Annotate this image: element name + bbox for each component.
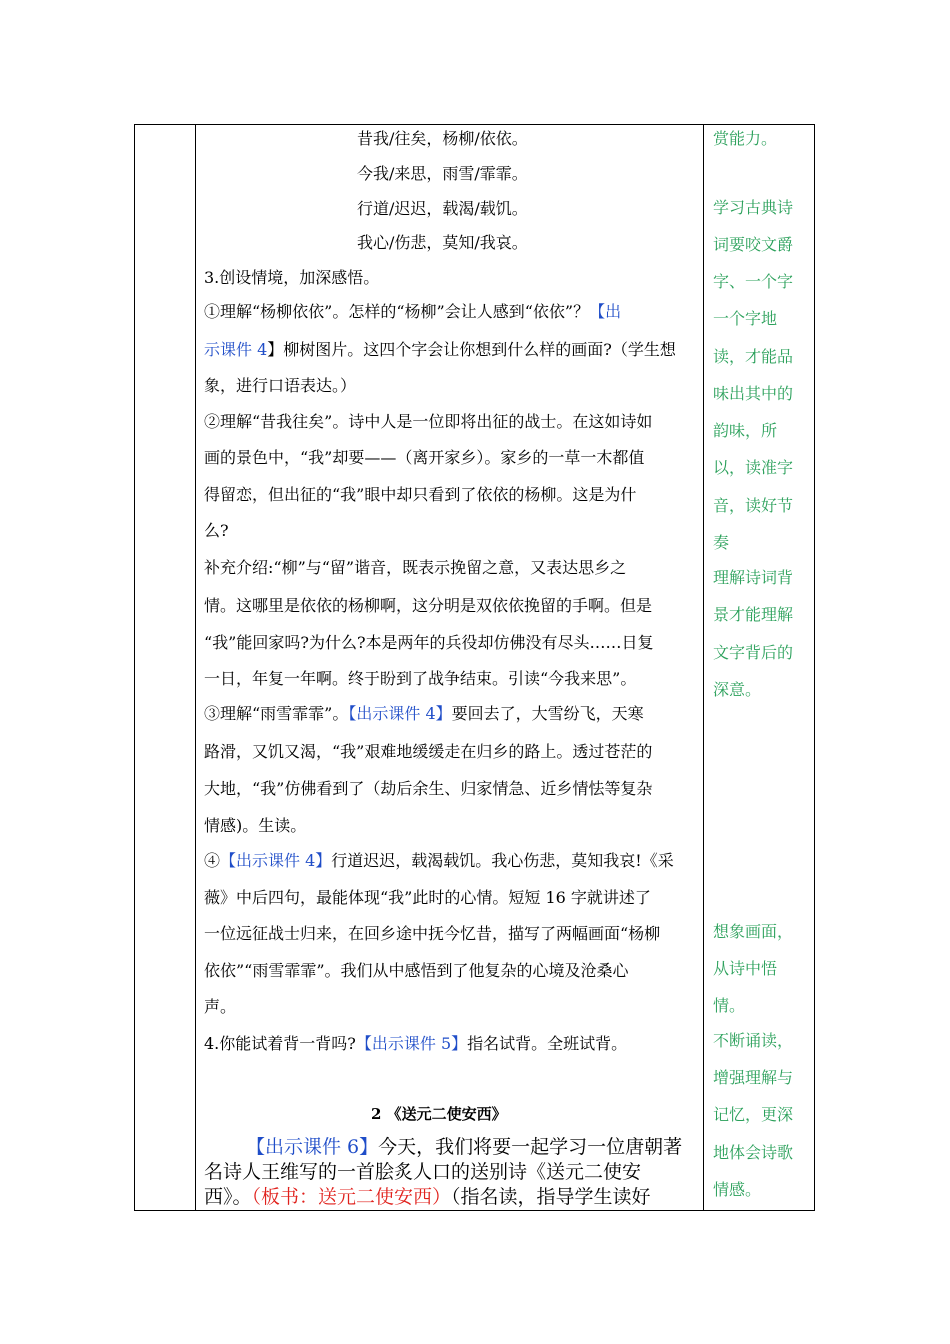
- para-line: 西》。（板书：送元二使安西）（指名读，指导学生读好: [204, 1186, 651, 1208]
- poem-line: 我心/伤悲，莫知/我哀。: [357, 233, 528, 252]
- column-divider: [195, 125, 196, 1210]
- para-line: 情。这哪里是依依的杨柳啊，这分明是双依依挽留的手啊。但是: [204, 596, 653, 615]
- note-line: 一个字地: [713, 309, 778, 328]
- step3-title: 3.创设情境，加深感悟。: [204, 268, 380, 287]
- section-heading: 2 《送元二使安西》: [371, 1105, 507, 1123]
- note-line: 读，才能品: [713, 347, 794, 366]
- note-line: 词要咬文爵: [713, 235, 794, 254]
- note-line: 学习古典诗: [713, 198, 794, 217]
- courseware-ref: 【出示课件 5】: [355, 1034, 468, 1053]
- column-divider: [703, 125, 704, 1210]
- note-line: 记忆，更深: [713, 1105, 794, 1124]
- para-line: 一位远征战士归来，在回乡途中抚今忆昔，描写了两幅画面“杨柳: [204, 924, 661, 943]
- para-line: 大地，“我”仿佛看到了（劫后余生、归家情急、近乡情怯等复杂: [204, 779, 653, 798]
- note-line: 想象画面，: [713, 922, 794, 941]
- board-writing: （板书：送元二使安西）: [251, 1186, 452, 1208]
- note-line: 字、一个字: [713, 272, 794, 291]
- para-line: 么?: [204, 521, 229, 540]
- poem-line: 昔我/往矣，杨柳/依依。: [357, 129, 528, 148]
- note-line: 以，读准字: [713, 458, 794, 477]
- para-line: 一日，年复一年啊。终于盼到了战争结束。引读“今我来思”。: [204, 669, 637, 688]
- para-line: ②理解“昔我往矣”。诗中人是一位即将出征的战士。在这如诗如: [204, 412, 653, 431]
- para-line: ③理解“雨雪霏霏”。【出示课件 4】要回去了，大雪纷飞，天寒: [204, 704, 644, 723]
- courseware-ref: 【出示课件 6】: [246, 1136, 379, 1158]
- para-line: 补充介绍:“柳”与“留”谐音，既表示挽留之意，又表达思乡之: [204, 558, 627, 577]
- para-line: 名诗人王维写的一首脍炙人口的送别诗《送元二使安: [204, 1161, 642, 1183]
- note-line: 理解诗词背: [713, 568, 794, 587]
- step4-line: 4.你能试着背一背吗?【出示课件 5】指名试背。全班试背。: [204, 1034, 628, 1053]
- para-line: 情感)。生读。: [204, 816, 307, 835]
- note-line: 情。: [713, 996, 746, 1015]
- para-line: 路滑，又饥又渴，“我”艰难地缓缓走在归乡的路上。透过苍茫的: [204, 742, 653, 761]
- note-line: 音，读好节: [713, 496, 794, 515]
- para-line: 得留恋，但出征的“我”眼中却只看到了依依的杨柳。这是为什: [204, 485, 637, 504]
- para-line: 依依”“雨雪霏霏”。我们从中感悟到了他复杂的心境及沧桑心: [204, 961, 629, 980]
- note-line: 韵味，所: [713, 421, 778, 440]
- note-line: 不断诵读，: [713, 1031, 794, 1050]
- note-line: 从诗中悟: [713, 959, 778, 978]
- note-line: 赏能力。: [713, 129, 778, 148]
- para-line: 象，进行口语表达。）: [204, 376, 357, 395]
- note-line: 深意。: [713, 680, 762, 699]
- note-line: 文字背后的: [713, 643, 794, 662]
- para-line: 【出示课件 6】今天，我们将要一起学习一位唐朝著: [246, 1136, 683, 1158]
- note-line: 味出其中的: [713, 384, 794, 403]
- courseware-ref: 示课件 4: [204, 340, 268, 359]
- para-line: ①理解“杨柳依依”。怎样的“杨柳”会让人感到“依依”？【出: [204, 302, 622, 321]
- note-line: 奏: [713, 533, 730, 552]
- para-line: 声。: [204, 997, 237, 1016]
- para-line: 薇》中后四句，最能体现“我”此时的心情。短短 16 字就讲述了: [204, 888, 651, 907]
- para-line: ④【出示课件 4】行道迟迟，载渴载饥。我心伤悲，莫知我哀!《采: [204, 851, 674, 870]
- note-line: 景才能理解: [713, 605, 794, 624]
- para-line: 示课件 4】柳树图片。这四个字会让你想到什么样的画面?（学生想: [204, 340, 676, 359]
- note-line: 地体会诗歌: [713, 1143, 794, 1162]
- poem-line: 今我/来思，雨雪/霏霏。: [357, 164, 528, 183]
- poem-line: 行道/迟迟，载渴/载饥。: [357, 199, 528, 218]
- para-line: “我”能回家吗?为什么?本是两年的兵役却仿佛没有尽头……日复: [204, 633, 654, 652]
- para-line: 画的景色中，“我”却要——（离开家乡）。家乡的一草一木都值: [204, 448, 645, 467]
- courseware-ref: 【出示课件 4】: [348, 704, 452, 723]
- note-line: 情感。: [713, 1180, 762, 1199]
- courseware-ref: 【出示课件 4】: [220, 851, 332, 870]
- note-line: 增强理解与: [713, 1068, 794, 1087]
- courseware-ref: 【出: [589, 302, 622, 321]
